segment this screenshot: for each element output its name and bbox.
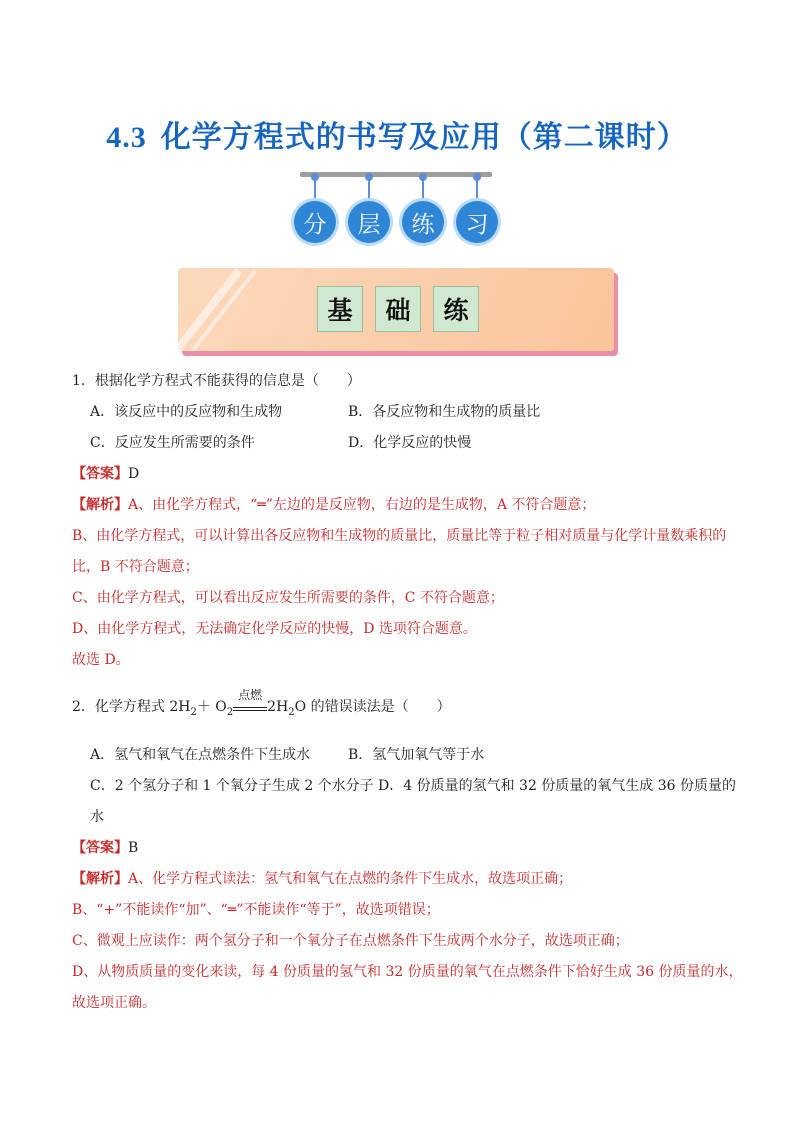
equals-bar xyxy=(233,707,267,711)
bubble-char: 分 xyxy=(294,201,336,243)
q1-answer xyxy=(72,464,139,484)
q1-option-d: D．化学反应的快慢 xyxy=(348,435,472,451)
q2-answer xyxy=(72,838,138,858)
q2-option-b: B．氢气加氧气等于水 xyxy=(348,747,485,763)
q2-option-d-cont: 水 xyxy=(90,809,104,825)
q2-analysis-line: 故选项正确。 xyxy=(72,995,156,1011)
banner-stripe xyxy=(178,268,242,351)
q2-analysis-line: B、“+”不能读作“加”、“═”不能读作“等于”，故选项错误； xyxy=(72,902,440,918)
q1-analysis-line xyxy=(72,495,595,515)
banner-tile: 基 xyxy=(317,286,363,332)
q2-stem-plus-o: ＋ O xyxy=(196,699,227,715)
bubble-char: 练 xyxy=(402,201,444,243)
q2-analysis-line xyxy=(72,869,572,889)
answer-value: D xyxy=(128,466,140,482)
q2-product-o: O xyxy=(294,699,307,715)
q1-conclusion: 故选 D。 xyxy=(72,652,130,668)
q2-option-a: A．氢气和氧气在点燃条件下生成水 xyxy=(90,747,311,763)
banner-tile: 练 xyxy=(433,286,479,332)
banner-stripe xyxy=(179,269,256,351)
answer-label: 【答案】 xyxy=(72,840,128,856)
q1-stem: 1．根据化学方程式不能获得的信息是（ ） xyxy=(72,373,361,389)
reaction-arrow xyxy=(233,688,267,711)
analysis-text: A、化学方程式读法：氢气和氧气在点燃的条件下生成水，故选项正确； xyxy=(128,871,573,887)
q2-product: 2H xyxy=(267,699,289,715)
subscript: 2 xyxy=(226,706,234,718)
q1-analysis-line: B、由化学方程式，可以计算出各反应物和生成物的质量比，质量比等于粒子相对质量与化学计量数乘积的 xyxy=(72,528,727,544)
q1-analysis-line: 比，B 不符合题意； xyxy=(72,559,199,575)
subscript: 2 xyxy=(190,706,197,718)
q1-analysis-line: C、由化学方程式，可以看出反应发生所需要的条件，C 不符合题意； xyxy=(72,590,504,606)
subscript: 2 xyxy=(288,706,295,718)
q1-option-a: A．该反应中的反应物和生成物 xyxy=(90,404,283,420)
title-text: 化学方程式的书写及应用（第二课时） xyxy=(160,120,688,155)
analysis-label: 【解析】 xyxy=(72,497,128,513)
banner-tiles xyxy=(317,286,479,332)
q2-analysis-line: C、微观上应读作：两个氢分子和一个氧分子在点燃条件下生成两个水分子，故选项正确； xyxy=(72,933,629,949)
q2-option-d: D．4 份质量的氢气和 32 份质量的氧气生成 36 份质量的 xyxy=(378,778,737,794)
q2-stem-prefix: 2．化学方程式 2H xyxy=(72,699,191,715)
answer-label: 【答案】 xyxy=(72,466,128,482)
q2-stem xyxy=(72,688,451,723)
q2-stem-suffix: 的错误读法是（ ） xyxy=(306,699,451,715)
q1-option-c: C．反应发生所需要的条件 xyxy=(90,435,255,451)
page-title xyxy=(0,112,794,156)
q2-analysis-line: D、从物质质量的变化来读，每 4 份质量的氢气和 32 份质量的氧气在点燃条件下恰好生成 36 份质量的水， xyxy=(72,964,743,980)
section-banner xyxy=(178,268,614,351)
analysis-label: 【解析】 xyxy=(72,871,128,887)
decor-rail xyxy=(300,172,492,177)
q1-option-b: B．各反应物和生成物的质量比 xyxy=(348,404,541,420)
bubble-char: 习 xyxy=(456,201,498,243)
reaction-condition: 点燃 xyxy=(238,688,263,702)
q2-option-c: C．2 个氢分子和 1 个氧分子生成 2 个水分子 xyxy=(90,778,374,794)
answer-value: B xyxy=(128,840,139,856)
banner-tile: 础 xyxy=(375,286,421,332)
analysis-text: A、由化学方程式，“═”左边的是反应物，右边的是生成物，A 不符合题意； xyxy=(128,497,596,513)
section-number: 4.3 xyxy=(106,121,147,154)
bubble-char: 层 xyxy=(348,201,390,243)
q1-analysis-line: D、由化学方程式，无法确定化学反应的快慢，D 选项符合题意。 xyxy=(72,621,477,637)
